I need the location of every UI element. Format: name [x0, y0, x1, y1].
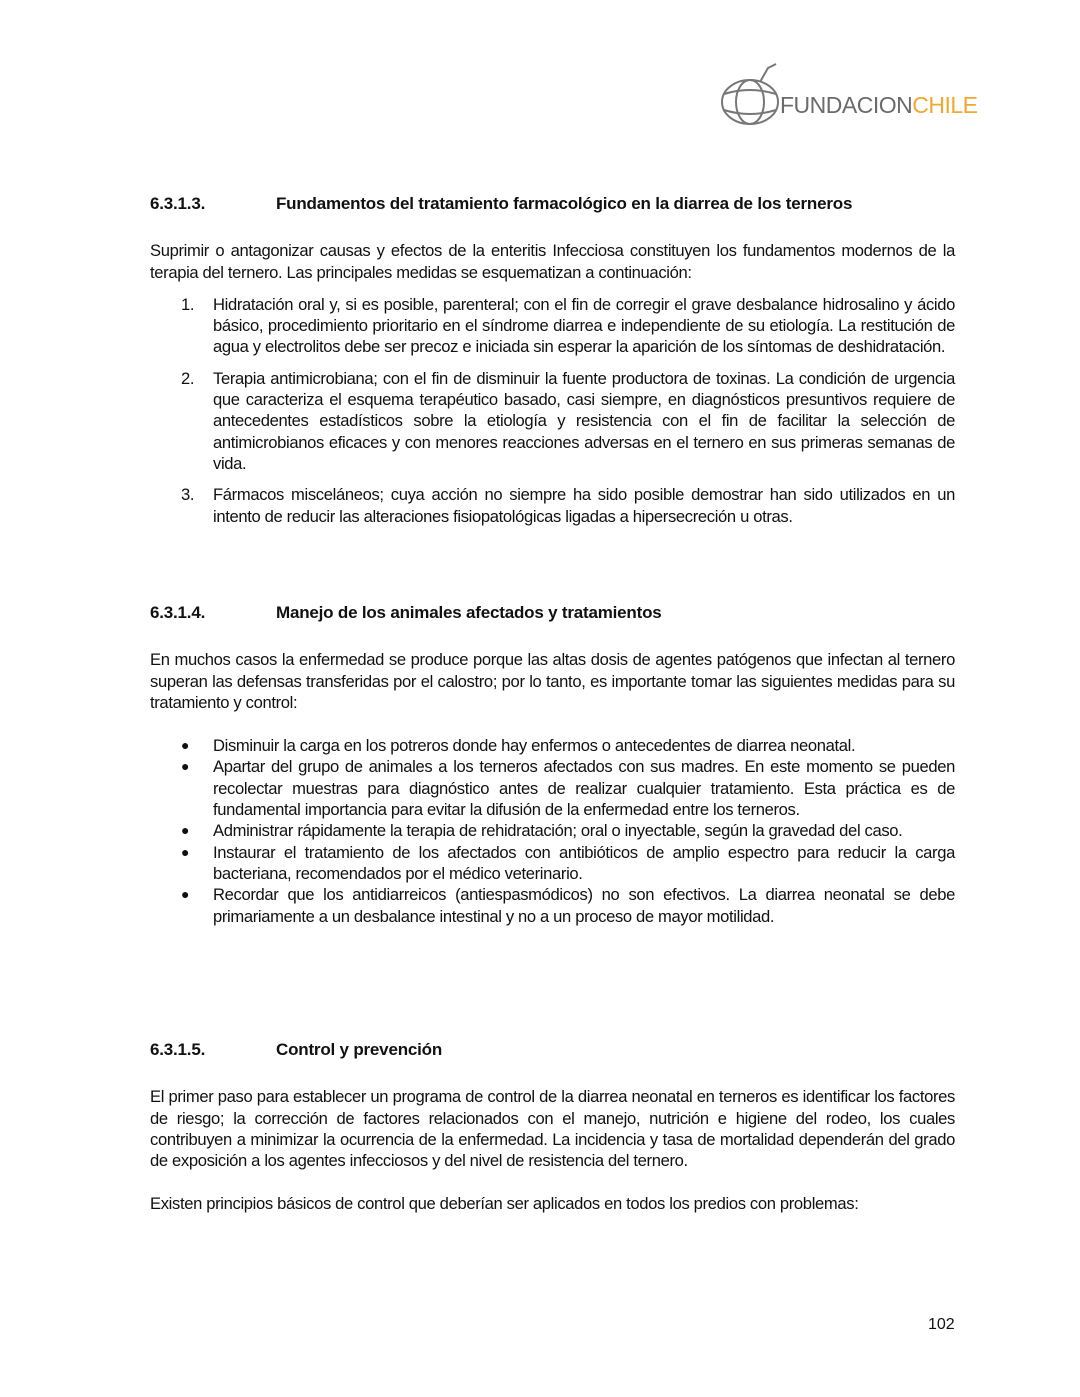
section-title: Fundamentos del tratamiento farmacológico en la diarrea de los terneros — [276, 194, 853, 213]
section-heading — [150, 602, 955, 623]
section-heading — [150, 193, 955, 214]
item-number: 3. — [181, 485, 195, 505]
list-item — [150, 756, 955, 820]
item-number: 2. — [181, 368, 195, 388]
bullet-icon: ● — [181, 886, 190, 903]
list-item — [150, 820, 955, 841]
section-number: 6.3.1.5. — [150, 1040, 206, 1059]
list-item — [150, 484, 955, 527]
list-item — [150, 735, 955, 756]
section-title: Control y prevención — [276, 1040, 443, 1059]
paragraph: En muchos casos la enfermedad se produce porque las altas dosis de agentes patógenos que infectan al ternero superan las defensas transferidas por el calostro; por lo tanto, es importante tomar las siguientes medidas para su tratamiento y control: — [150, 650, 955, 712]
bullet-list — [150, 735, 955, 927]
item-text: Disminuir la carga en los potreros donde hay enfermos o antecedentes de diarrea neonatal. — [213, 736, 856, 756]
page-number: 102 — [928, 1316, 955, 1333]
bullet-icon: ● — [181, 758, 190, 775]
fundacion-chile-logo — [716, 60, 978, 130]
logo-text-fundacion: FUNDACION — [780, 92, 913, 118]
list-item — [150, 884, 955, 927]
item-number: 1. — [181, 294, 195, 314]
section-6-3-1-3 — [150, 193, 955, 537]
logo-text-chile: CHILE — [912, 92, 978, 118]
item-text: Terapia antimicrobiana; con el fin de disminuir la fuente productora de toxinas. La condición de urgencia que caracteriza el esquema terapéutico basado, casi siempre, en diagnósticos presuntivos requiere de antecedentes estadísticos sobre la etiología y resistencia con el fin de facilitar la selección de antimicrobianos eficaces y con menores reacciones adversas en el ternero en sus primeras semanas de vida. — [213, 368, 955, 473]
section-number: 6.3.1.3. — [150, 194, 206, 213]
section-6-3-1-4 — [150, 602, 955, 927]
list-item — [150, 368, 955, 474]
item-text: Apartar del grupo de animales a los terneros afectados con sus madres. En este momento se pueden recolectar muestras para diagnóstico antes de realizar cualquier tratamiento. Esta práctica es de fundamental importancia para evitar la difusión de la enfermedad entre los terneros. — [213, 757, 955, 820]
paragraph: El primer paso para establecer un programa de control de la diarrea neonatal en terneros es identificar los factores de riesgo; la corrección de factores relacionados con el manejo, nutrición e higiene del rodeo, los cuales contribuyen a minimizar la ocurrencia de la enfermedad. La incidencia y tasa de mortalidad dependerán del grado de exposición a los agentes infecciosos y del nivel de resistencia del ternero. — [150, 1087, 955, 1171]
item-text: Fármacos misceláneos; cuya acción no siempre ha sido posible demostrar han sido utilizados en un intento de reducir las alteraciones fisiopatológicas ligadas a hipersecreción u otras. — [213, 485, 955, 526]
section-number: 6.3.1.4. — [150, 603, 206, 622]
numbered-list — [150, 294, 955, 527]
list-item — [150, 294, 955, 358]
item-text: Instaurar el tratamiento de los afectados con antibióticos de amplio espectro para reducir la carga bacteriana, recomendados por el médico veterinario. — [213, 842, 955, 883]
item-text: Recordar que los antidiarreicos (antiespasmódicos) no son efectivos. La diarrea neonatal se debe primariamente a un desbalance intestinal y no a un proceso de mayor motilidad. — [213, 885, 955, 926]
section-title: Manejo de los animales afectados y tratamientos — [276, 603, 662, 622]
paragraph: Suprimir o antagonizar causas y efectos de la enteritis Infecciosa constituyen los fundamentos modernos de la terapia del ternero. Las principales medidas se esquematizan a continuación: — [150, 241, 955, 282]
bullet-icon: ● — [181, 843, 190, 860]
paragraph: Existen principios básicos de control que deberían ser aplicados en todos los predios con problemas: — [150, 1194, 859, 1214]
item-text: Administrar rápidamente la terapia de rehidratación; oral o inyectable, según la gravedad del caso. — [213, 821, 903, 841]
bullet-icon: ● — [181, 737, 190, 754]
section-heading — [150, 1039, 955, 1060]
item-text: Hidratación oral y, si es posible, parenteral; con el fin de corregir el grave desbalance hidrosalino y ácido básico, procedimiento prioritario en el síndrome diarrea e independiente de su etiología. La restitución de agua y electrolitos debe ser precoz e iniciada sin esperar la aparición de los síntomas de deshidratación. — [213, 294, 955, 357]
globe-icon — [716, 60, 786, 130]
bullet-icon: ● — [181, 822, 190, 839]
list-item — [150, 842, 955, 885]
section-6-3-1-5 — [150, 1039, 955, 1215]
